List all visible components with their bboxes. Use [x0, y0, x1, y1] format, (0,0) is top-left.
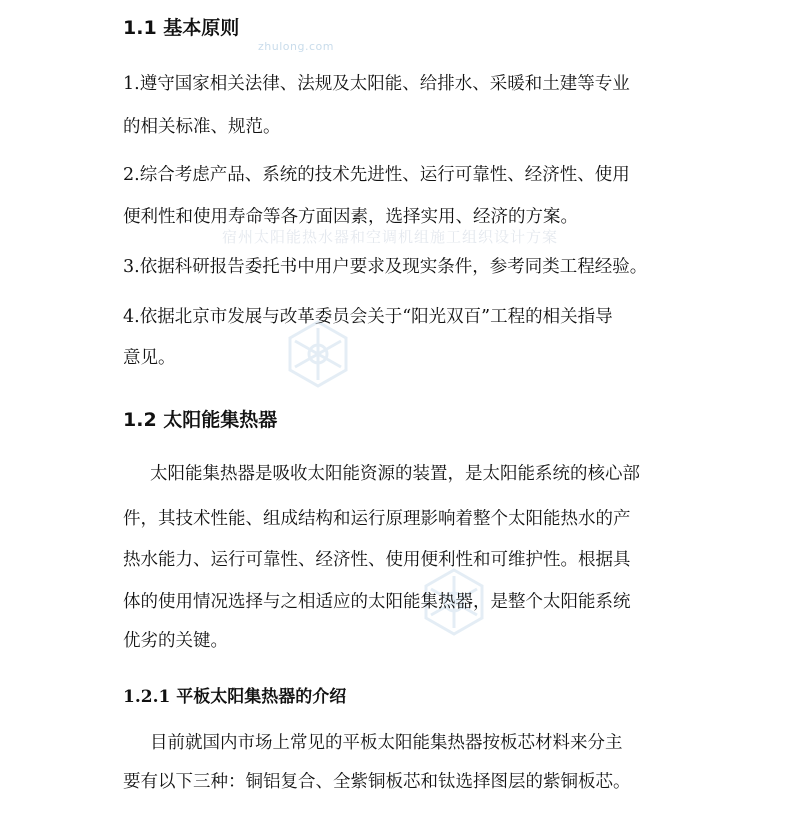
item-3-line-1: 3.依据科研报告委托书中用户要求及现实条件，参考同类工程经验。 — [123, 257, 648, 277]
para-1-2-line-5: 优劣的关键。 — [123, 631, 228, 651]
item-1-line-1: 1.遵守国家相关法律、法规及太阳能、给排水、采暖和土建等专业 — [123, 74, 630, 94]
item-2-line-2: 便利性和使用寿命等各方面因素，选择实用、经济的方案。 — [123, 207, 578, 227]
para-1-2-line-1: 太阳能集热器是吸收太阳能资源的装置，是太阳能系统的核心部 — [150, 464, 640, 484]
section-heading-1-2-1: 1.2.1 平板太阳集热器的介绍 — [123, 687, 347, 707]
item-4-line-1: 4.依据北京市发展与改革委员会关于“阳光双百”工程的相关指导 — [123, 307, 613, 327]
watermark-blurred-text: 宿州太阳能热水器和空调机组施工组织设计方案 — [222, 228, 559, 246]
item-2-line-1: 2.综合考虑产品、系统的技术先进性、运行可靠性、经济性、使用 — [123, 165, 630, 185]
section-heading-1-1: 1.1 基本原则 — [123, 17, 240, 39]
item-1-line-2: 的相关标准、规范。 — [123, 117, 281, 137]
para-1-2-1-line-2: 要有以下三种：铜铝复合、全紫铜板芯和钛选择图层的紫铜板芯。 — [123, 772, 631, 792]
watermark-site-text: zhulong.com — [258, 40, 334, 53]
para-1-2-line-3: 热水能力、运行可靠性、经济性、使用便利性和可维护性。根据具 — [123, 550, 631, 570]
item-4-line-2: 意见。 — [123, 348, 176, 368]
watermark-snowflake-icon — [282, 318, 354, 390]
para-1-2-line-4: 体的使用情况选择与之相适应的太阳能集热器，是整个太阳能系统 — [123, 592, 631, 612]
section-heading-1-2: 1.2 太阳能集热器 — [123, 409, 278, 431]
para-1-2-1-line-1: 目前就国内市场上常见的平板太阳能集热器按板芯材料来分主 — [150, 733, 623, 753]
para-1-2-line-2: 件，其技术性能、组成结构和运行原理影响着整个太阳能热水的产 — [123, 509, 631, 529]
